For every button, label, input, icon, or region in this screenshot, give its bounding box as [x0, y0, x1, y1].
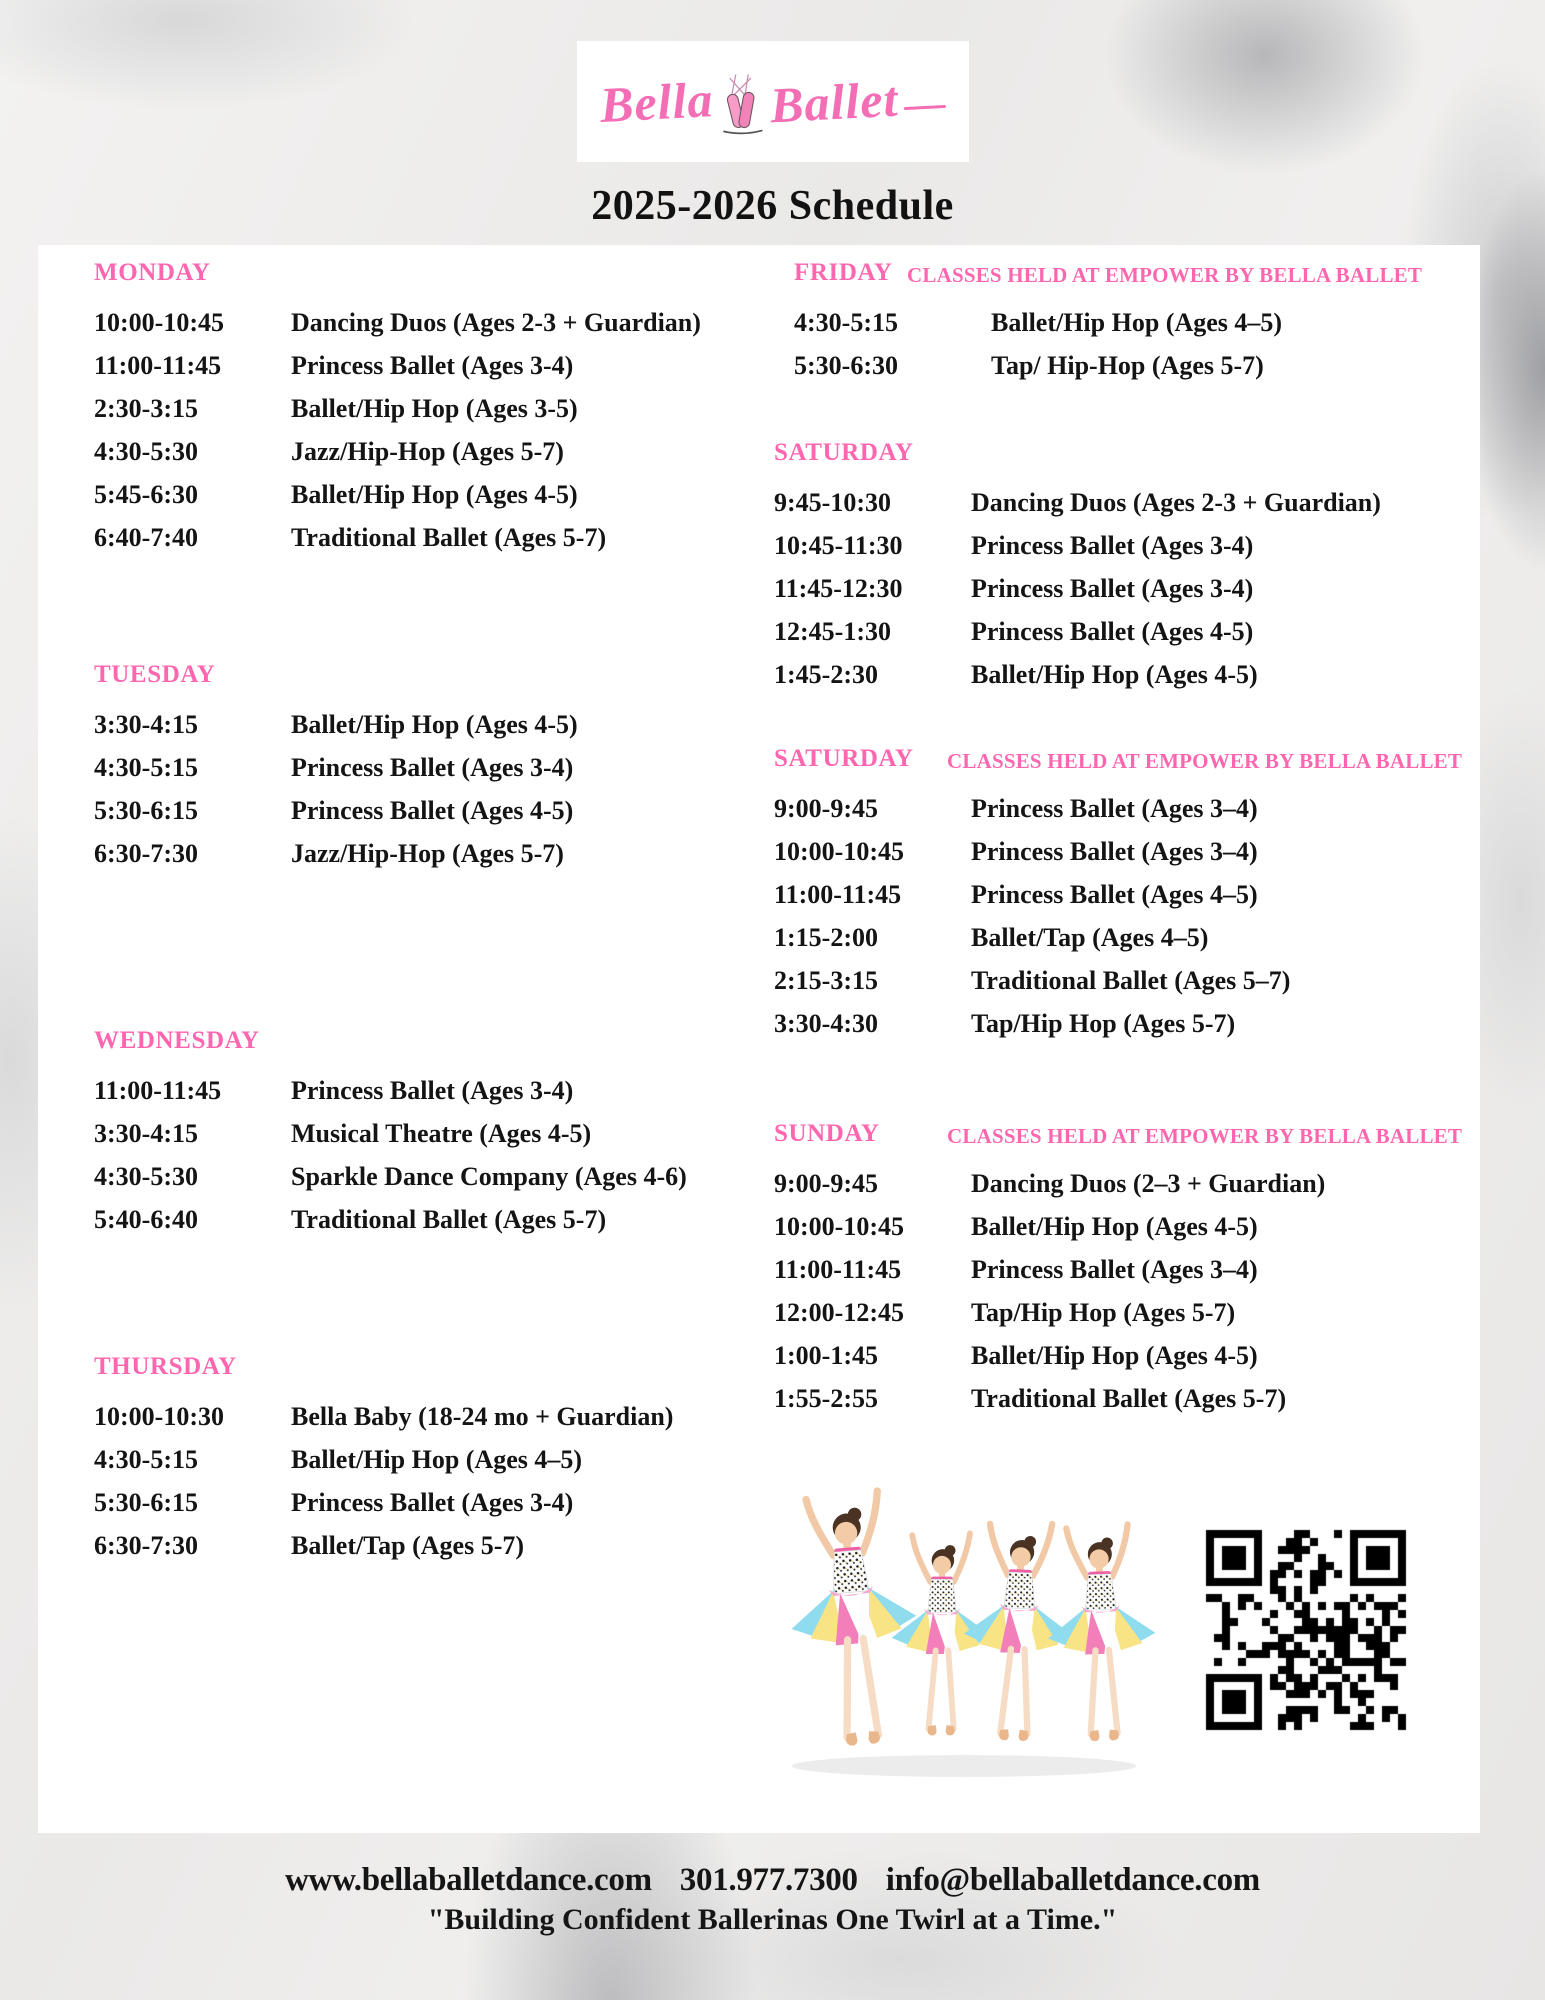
- day-name-label: MONDAY: [94, 259, 211, 286]
- day-heading: [94, 660, 794, 690]
- day-name-label: TUESDAY: [94, 661, 216, 688]
- schedule-row: [94, 1119, 794, 1162]
- day-block-monday: [94, 258, 794, 566]
- class-time: 10:00-10:45: [94, 308, 224, 337]
- class-name: Dancing Duos (Ages 2-3 + Guardian): [291, 308, 701, 337]
- class-name: Dancing Duos (Ages 2-3 + Guardian): [971, 488, 1381, 517]
- class-time: 3:30-4:15: [94, 1119, 198, 1148]
- schedule-row: [774, 923, 1514, 966]
- schedule-row: [774, 1212, 1514, 1255]
- class-time: 5:30-6:15: [94, 1488, 198, 1517]
- schedule-row: [94, 308, 794, 351]
- class-time: 11:00-11:45: [94, 1076, 222, 1105]
- class-time: 6:30-7:30: [94, 839, 198, 868]
- day-rows: [774, 308, 1514, 394]
- day-name-label: SUNDAY: [774, 1120, 880, 1147]
- class-name: Jazz/Hip-Hop (Ages 5-7): [291, 437, 564, 466]
- class-time: 1:55-2:55: [774, 1384, 878, 1413]
- day-rows: [774, 1169, 1514, 1427]
- class-time: 2:15-3:15: [774, 966, 878, 995]
- schedule-row: [94, 523, 794, 566]
- schedule-row: [94, 1162, 794, 1205]
- class-time: 12:00-12:45: [774, 1298, 904, 1327]
- email-text: info@bellaballetdance.com: [885, 1862, 1260, 1898]
- class-name: Dancing Duos (2–3 + Guardian): [971, 1169, 1326, 1198]
- logo-flourish: [904, 105, 946, 110]
- class-time: 9:00-9:45: [774, 794, 878, 823]
- day-heading: [774, 258, 1514, 288]
- footer-contact-line: [0, 1862, 1545, 1899]
- class-name: Jazz/Hip-Hop (Ages 5-7): [291, 839, 564, 868]
- class-name: Traditional Ballet (Ages 5-7): [291, 1205, 607, 1234]
- day-heading: [774, 1119, 1514, 1149]
- class-name: Princess Ballet (Ages 3–4): [971, 837, 1258, 866]
- schedule-row: [774, 617, 1514, 660]
- day-heading: [774, 438, 1514, 468]
- class-name: Princess Ballet (Ages 4-5): [971, 617, 1254, 646]
- class-name: Traditional Ballet (Ages 5-7): [971, 1384, 1287, 1413]
- class-time: 11:00-11:45: [94, 351, 222, 380]
- schedule-row: [774, 1341, 1514, 1384]
- class-name: Ballet/Tap (Ages 5-7): [291, 1531, 525, 1560]
- class-name: Princess Ballet (Ages 4-5): [291, 796, 574, 825]
- class-time: 4:30-5:15: [94, 1445, 198, 1474]
- location-note: CLASSES HELD AT EMPOWER BY BELLA BALLET: [947, 749, 1463, 773]
- page-title: 2025-2026 Schedule: [591, 183, 954, 229]
- schedule-row: [774, 966, 1514, 1009]
- bella-ballet-logo: [577, 41, 969, 162]
- schedule-row: [94, 1076, 794, 1119]
- class-name: Ballet/Hip Hop (Ages 4-5): [971, 1212, 1258, 1241]
- pointe-shoes-icon: [718, 66, 766, 138]
- day-rows: [94, 1076, 794, 1248]
- class-time: 4:30-5:30: [94, 437, 198, 466]
- class-time: 1:00-1:45: [774, 1341, 878, 1370]
- schedule-row: [774, 880, 1514, 923]
- schedule-row: [774, 1169, 1514, 1212]
- class-name: Musical Theatre (Ages 4-5): [291, 1119, 592, 1148]
- class-time: 4:30-5:15: [794, 308, 898, 337]
- logo-word-bella: Bella: [598, 70, 715, 133]
- footer-tagline: "Building Confident Ballerinas One Twirl at a Time.": [427, 1903, 1118, 1936]
- class-name: Tap/ Hip-Hop (Ages 5-7): [991, 351, 1264, 380]
- class-name: Princess Ballet (Ages 3-4): [291, 351, 574, 380]
- day-rows: [774, 488, 1514, 703]
- class-time: 10:00-10:30: [94, 1402, 224, 1431]
- day-block-friday: [774, 258, 1514, 394]
- schedule-row: [94, 753, 794, 796]
- class-name: Princess Ballet (Ages 3-4): [291, 753, 574, 782]
- location-note: CLASSES HELD AT EMPOWER BY BELLA BALLET: [947, 1124, 1463, 1148]
- website-text: www.bellaballetdance.com: [285, 1862, 652, 1898]
- class-time: 11:00-11:45: [774, 880, 902, 909]
- schedule-row: [94, 839, 794, 882]
- logo-word-ballet: Ballet: [768, 70, 900, 133]
- schedule-row: [774, 308, 1514, 351]
- class-name: Princess Ballet (Ages 3-4): [971, 574, 1254, 603]
- day-name-label: SATURDAY: [774, 745, 914, 772]
- class-time: 3:30-4:30: [774, 1009, 878, 1038]
- schedule-row: [774, 531, 1514, 574]
- class-time: 10:00-10:45: [774, 837, 904, 866]
- day-heading: [94, 1352, 794, 1382]
- day-block-wednesday: [94, 1026, 794, 1248]
- class-time: 9:00-9:45: [774, 1169, 878, 1198]
- class-time: 6:30-7:30: [94, 1531, 198, 1560]
- class-time: 10:00-10:45: [774, 1212, 904, 1241]
- class-name: Princess Ballet (Ages 3-4): [291, 1076, 574, 1105]
- class-time: 5:40-6:40: [94, 1205, 198, 1234]
- schedule-row: [774, 488, 1514, 531]
- schedule-row: [94, 437, 794, 480]
- schedule-row: [94, 1531, 794, 1574]
- schedule-row: [774, 574, 1514, 617]
- class-name: Princess Ballet (Ages 3-4): [291, 1488, 574, 1517]
- schedule-row: [774, 660, 1514, 703]
- class-time: 2:30-3:15: [94, 394, 198, 423]
- class-name: Traditional Ballet (Ages 5-7): [291, 523, 607, 552]
- schedule-row: [774, 1384, 1514, 1427]
- class-name: Princess Ballet (Ages 3-4): [971, 531, 1254, 560]
- schedule-row: [94, 351, 794, 394]
- class-name: Princess Ballet (Ages 4–5): [971, 880, 1258, 909]
- schedule-row: [774, 794, 1514, 837]
- class-time: 6:40-7:40: [94, 523, 198, 552]
- class-time: 11:45-12:30: [774, 574, 903, 603]
- day-block-saturday-empower: [774, 744, 1514, 1052]
- schedule-row: [774, 837, 1514, 880]
- class-name: Ballet/Hip Hop (Ages 4-5): [291, 480, 578, 509]
- class-name: Ballet/Hip Hop (Ages 4-5): [971, 1341, 1258, 1370]
- class-time: 5:45-6:30: [94, 480, 198, 509]
- class-name: Tap/Hip Hop (Ages 5-7): [971, 1298, 1236, 1327]
- class-time: 4:30-5:15: [94, 753, 198, 782]
- class-time: 11:00-11:45: [774, 1255, 902, 1284]
- day-name-label: THURSDAY: [94, 1353, 237, 1380]
- phone-text: 301.977.7300: [679, 1862, 858, 1898]
- class-time: 1:45-2:30: [774, 660, 878, 689]
- ballerinas-photo: [774, 1436, 1166, 1793]
- day-heading: [94, 258, 794, 288]
- schedule-row: [774, 1009, 1514, 1052]
- schedule-row: [94, 394, 794, 437]
- day-rows: [774, 794, 1514, 1052]
- class-time: 5:30-6:15: [94, 796, 198, 825]
- class-time: 3:30-4:15: [94, 710, 198, 739]
- class-name: Ballet/Hip Hop (Ages 4–5): [291, 1445, 583, 1474]
- schedule-row: [94, 480, 794, 523]
- class-time: 12:45-1:30: [774, 617, 891, 646]
- day-name-label: WEDNESDAY: [94, 1027, 260, 1054]
- day-block-saturday: [774, 438, 1514, 703]
- class-name: Princess Ballet (Ages 3–4): [971, 1255, 1258, 1284]
- class-name: Traditional Ballet (Ages 5–7): [971, 966, 1291, 995]
- schedule-row: [94, 1445, 794, 1488]
- schedule-row: [94, 1402, 794, 1445]
- class-time: 5:30-6:30: [794, 351, 898, 380]
- class-name: Ballet/Hip Hop (Ages 3-5): [291, 394, 578, 423]
- schedule-row: [94, 796, 794, 839]
- class-name: Ballet/Hip Hop (Ages 4–5): [991, 308, 1283, 337]
- day-heading: [94, 1026, 794, 1056]
- day-rows: [94, 710, 794, 882]
- schedule-row: [774, 1255, 1514, 1298]
- class-time: 4:30-5:30: [94, 1162, 198, 1191]
- qr-code: [1198, 1522, 1414, 1738]
- class-name: Tap/Hip Hop (Ages 5-7): [971, 1009, 1236, 1038]
- day-rows: [94, 308, 794, 566]
- day-name-label: SATURDAY: [774, 439, 914, 466]
- schedule-row: [774, 1298, 1514, 1341]
- schedule-row: [94, 1488, 794, 1531]
- day-rows: [94, 1402, 794, 1574]
- day-block-sunday: [774, 1119, 1514, 1427]
- class-name: Ballet/Hip Hop (Ages 4-5): [291, 710, 578, 739]
- day-block-thursday: [94, 1352, 794, 1574]
- day-name-label: FRIDAY: [794, 259, 893, 286]
- class-time: 9:45-10:30: [774, 488, 891, 517]
- day-block-tuesday: [94, 660, 794, 882]
- class-name: Ballet/Tap (Ages 4–5): [971, 923, 1209, 952]
- class-name: Princess Ballet (Ages 3–4): [971, 794, 1258, 823]
- class-time: 10:45-11:30: [774, 531, 903, 560]
- schedule-row: [94, 710, 794, 753]
- class-name: Ballet/Hip Hop (Ages 4-5): [971, 660, 1258, 689]
- location-note: CLASSES HELD AT EMPOWER BY BELLA BALLET: [907, 263, 1423, 287]
- class-name: Sparkle Dance Company (Ages 4-6): [291, 1162, 687, 1191]
- class-time: 1:15-2:00: [774, 923, 878, 952]
- schedule-row: [774, 351, 1514, 394]
- class-name: Bella Baby (18-24 mo + Guardian): [291, 1402, 674, 1431]
- schedule-row: [94, 1205, 794, 1248]
- day-heading: [774, 744, 1514, 774]
